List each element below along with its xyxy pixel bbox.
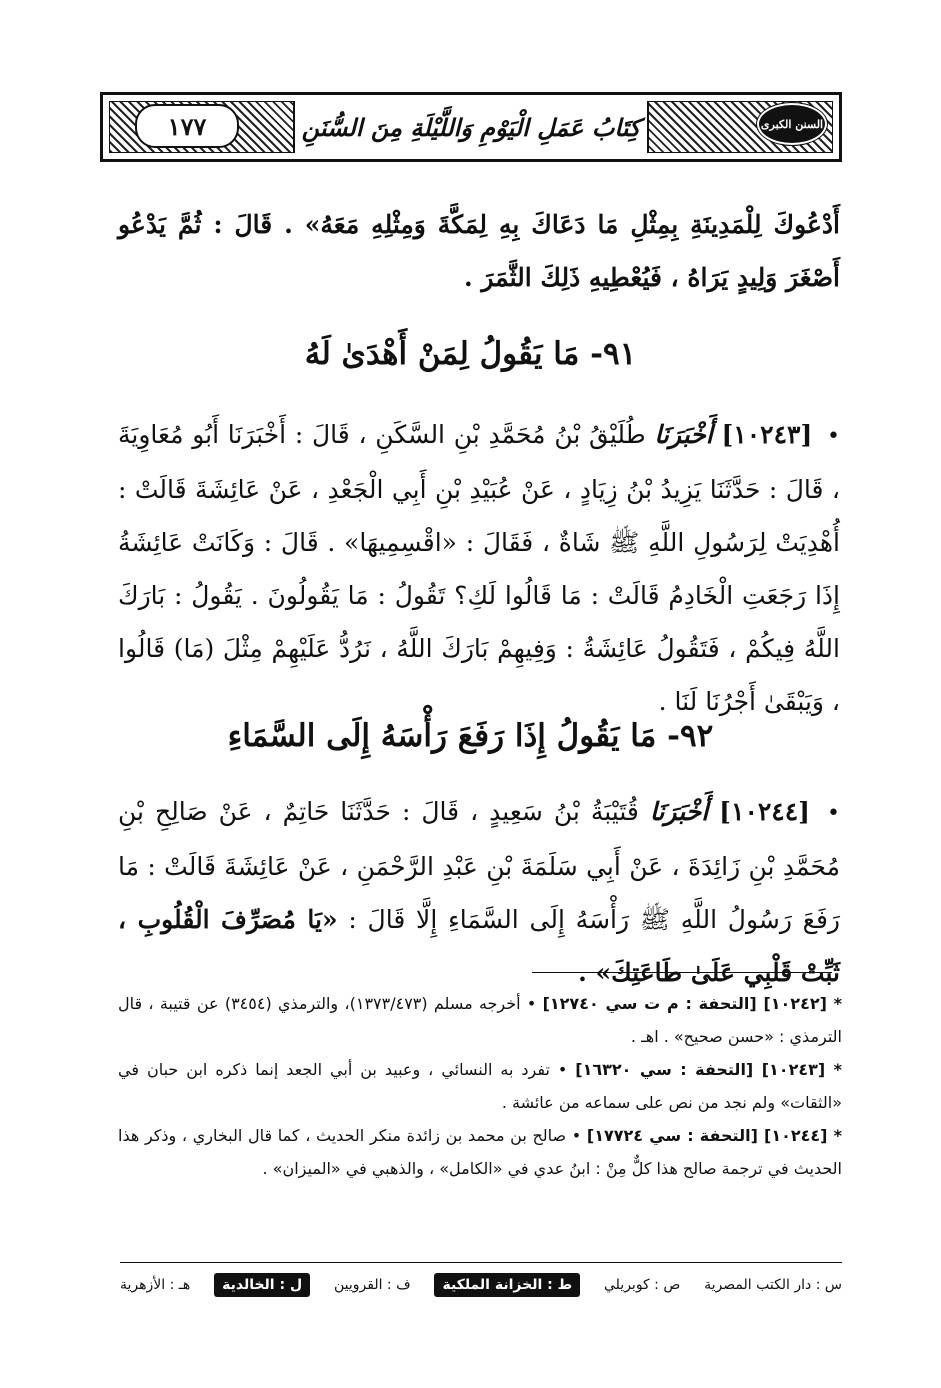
section-heading-92: ٩٢- مَا يَقُولُ إِذَا رَفَعَ رَأْسَهُ إِلَى السَّمَاءِ bbox=[227, 718, 714, 754]
section-heading-91: ٩١- مَا يَقُولُ لِمَنْ أَهْدَىٰ لَهُ bbox=[304, 336, 637, 372]
legend-divider bbox=[120, 1262, 842, 1263]
continuation-text: أَدْعُوكَ لِلْمَدِينَةِ بِمِثْلِ مَا دَعَاكَ بِهِ لِمَكَّةَ وَمِثْلِهِ مَعَهُ» . قَالَ : ثُمَّ يَدْعُو أَصْغَرَ وَلِيدٍ يَرَاهُ ، فَيُعْطِيهِ ذَلِكَ الثَّمَرَ . bbox=[118, 210, 840, 292]
footnote-ref: * [١٠٢٤٢] [التحفة : م ت سي ١٢٧٤٠] bbox=[542, 994, 843, 1013]
footnote-10242 bbox=[118, 987, 842, 1053]
hadith-quote: «يَا مُصَرِّفَ الْقُلُوبِ ، ثَبِّتْ قَلْبِي عَلَىٰ طَاعَتِكَ» . bbox=[118, 905, 840, 987]
footnote-text: • صالح بن محمد بن زائدة منكر الحديث ، كما قال البخاري ، وذكر هذا الحديث في ترجمة صالح هذا كلٌّ مِنْ : ابنُ عدي في «الكامل» ، والذهبي في «الميزان» . bbox=[118, 1126, 842, 1178]
footnote-text: • أخرجه مسلم (١٣٧٣/٤٧٣)، والترمذي (٣٤٥٤) عن قتيبة ، قال الترمذي : «حسن صحيح» . اهـ . bbox=[118, 994, 842, 1046]
footnote-10243 bbox=[118, 1053, 842, 1119]
header-title-band bbox=[293, 101, 649, 153]
footnote-divider bbox=[532, 972, 832, 973]
publisher-logo-icon: السنن الكبرى bbox=[757, 103, 827, 145]
legend-item: ص : كوبريلي bbox=[604, 1277, 681, 1293]
legend-item-highlight: ط : الخزانة الملكية bbox=[434, 1273, 580, 1297]
bullet-icon: • bbox=[827, 424, 841, 449]
hadith-text: طُلَيْقُ بْنُ مُحَمَّدِ بْنِ السَّكَنِ ، قَالَ : أَخْبَرَنَا أَبُو مُعَاوِيَةَ ، قَالَ : حَدَّثَنَا يَزِيدُ بْنُ زِيَادٍ ، عَنْ عُبَيْدِ بْنِ أَبِي الْجَعْدِ ، عَنْ عَائِشَةَ قَالَتْ : أُهْدِيَتْ لِرَسُولِ اللَّهِ ﷺ شَاةٌ ، فَقَالَ : «اقْسِمِيهَا» . قَالَ : وَكَانَتْ عَائِشَةُ إِذَا رَجَعَتِ الْخَادِمُ قَالَتْ : مَا قَالُوا لَكِ؟ تَقُولُ : مَا يَقُولُونَ . يَقُولُ : بَارَكَ اللَّهُ فِيكُمْ ، فَتَقُولُ عَائِشَةُ : وَفِيهِمْ بَارَكَ اللَّهُ ، نَرُدُّ عَلَيْهِمْ مِثْلَ (مَا) قَالُوا ، وَيَبْقَىٰ أَجْرُنَا لَنَا . bbox=[118, 420, 840, 716]
page-header bbox=[100, 92, 842, 162]
footnote-ref: * [١٠٢٤٤] [التحفة : سي ١٧٧٢٤] bbox=[586, 1126, 842, 1145]
akhbarana-word: أَخْبَرَنَا bbox=[649, 797, 709, 826]
hadith-ref: [١٠٢٤٣] bbox=[721, 420, 813, 449]
book-title: كِتَابُ عَمَلِ الْيَوْمِ وَاللَّيْلَةِ مِنَ السُّنَنِ bbox=[301, 112, 641, 142]
legend-item-highlight: ل : الخالدية bbox=[214, 1273, 310, 1297]
manuscript-legend bbox=[120, 1268, 842, 1302]
bullet-icon: • bbox=[827, 801, 840, 826]
footnote-text: • تفرد به النسائي ، وعبيد بن أبي الجعد إنما ذكره ابن حبان في «الثقات» ولم نجد من نص على سماعه من عائشة . bbox=[118, 1060, 842, 1112]
footnotes bbox=[118, 987, 842, 1185]
continuation-paragraph bbox=[118, 198, 840, 304]
page-number: ١٧٧ bbox=[135, 104, 239, 148]
legend-item: س : دار الكتب المصرية bbox=[704, 1277, 842, 1293]
hadith-paragraph-10243 bbox=[118, 408, 840, 728]
hadith-text: قُتَيْبَةُ بْنُ سَعِيدٍ ، قَالَ : حَدَّثَنَا حَاتِمٌ ، عَنْ صَالِحِ بْنِ مُحَمَّدِ بْنِ زَائِدَةَ ، عَنْ أَبِي سَلَمَةَ بْنِ عَبْدِ الرَّحْمَنِ ، عَنْ عَائِشَةَ قَالَتْ : مَا رَفَعَ رَسُولُ اللَّهِ ﷺ رَأْسَهُ إِلَى السَّمَاءِ إِلَّا قَالَ : bbox=[118, 797, 840, 934]
footnote-10244 bbox=[118, 1119, 842, 1185]
akhbarana-word: أَخْبَرَنَا bbox=[654, 420, 713, 449]
legend-item: ف : القرويين bbox=[333, 1277, 411, 1293]
footnote-ref: * [١٠٢٤٣] [التحفة : سي ١٦٣٢٠] bbox=[575, 1060, 843, 1079]
legend-item: هـ : الأزهرية bbox=[120, 1277, 191, 1293]
hadith-ref: [١٠٢٤٤] bbox=[719, 797, 810, 826]
hadith-paragraph-10244 bbox=[118, 785, 840, 999]
